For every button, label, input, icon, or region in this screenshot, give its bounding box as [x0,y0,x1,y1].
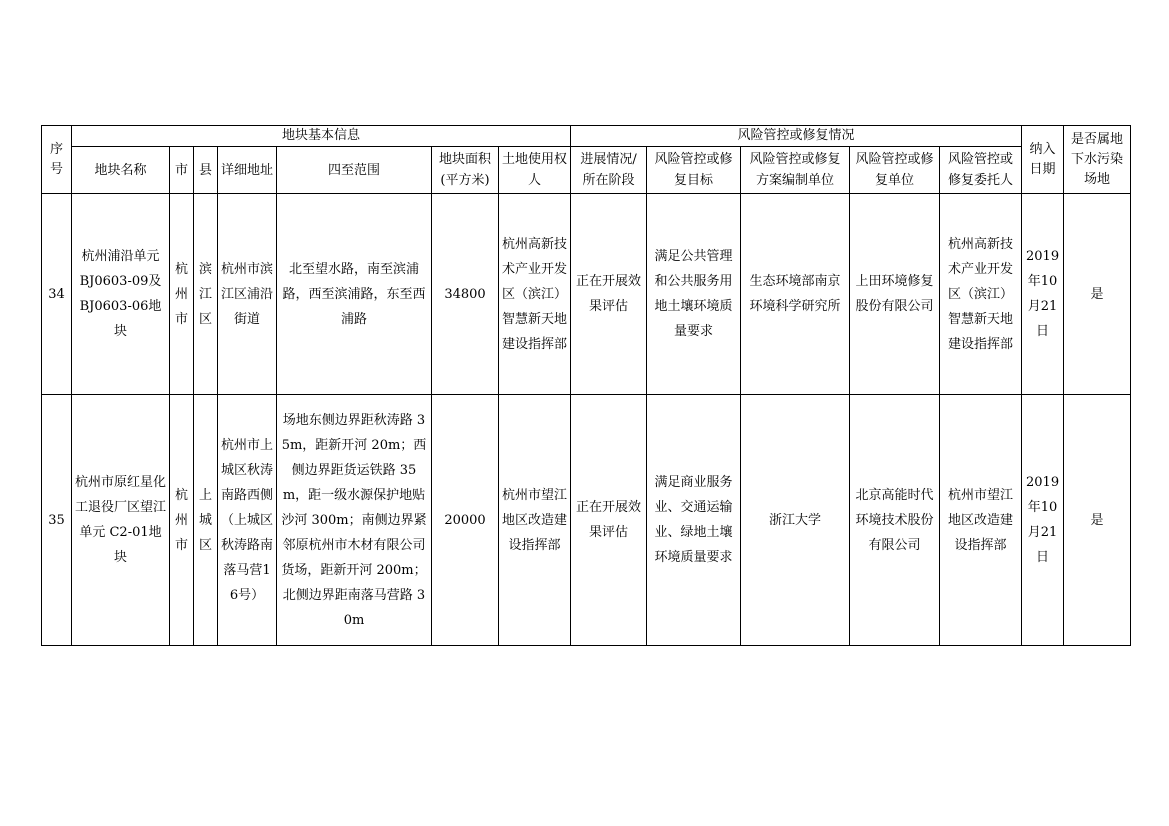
header-owner: 土地使用权人 [499,147,571,194]
cell-city: 杭州市 [170,194,194,395]
cell-seq: 35 [42,395,72,646]
cell-county: 上城区 [194,395,218,646]
cell-seq: 34 [42,194,72,395]
cell-client: 杭州高新技术产业开发区（滨江）智慧新天地建设指挥部 [940,194,1022,395]
header-row-groups [42,126,1131,147]
cell-target: 满足公共管理和公共服务用地土壤环境质量要求 [647,194,741,395]
cell-city: 杭州市 [170,395,194,646]
header-progress: 进展情况/所在阶段 [571,147,647,194]
header-boundary: 四至范围 [277,147,432,194]
cell-plan-unit: 生态环境部南京环境科学研究所 [741,194,850,395]
header-city: 市 [170,147,194,194]
cell-target: 满足商业服务业、交通运输业、绿地土壤环境质量要求 [647,395,741,646]
table-row [42,395,1131,646]
cell-name: 杭州市原红星化工退役厂区望江单元 C2-01地块 [72,395,170,646]
cell-repair-unit: 上田环境修复股份有限公司 [850,194,940,395]
header-client: 风险管控或修复委托人 [940,147,1022,194]
header-repair-unit: 风险管控或修复单位 [850,147,940,194]
table-row [42,194,1131,395]
cell-client: 杭州市望江地区改造建设指挥部 [940,395,1022,646]
header-target: 风险管控或修复目标 [647,147,741,194]
cell-area: 20000 [432,395,499,646]
cell-repair-unit: 北京高能时代环境技术股份有限公司 [850,395,940,646]
cell-address: 杭州市滨江区浦沿街道 [218,194,277,395]
cell-date: 2019年10月21日 [1022,194,1064,395]
cell-name: 杭州浦沿单元 BJ0603-09及 BJ0603-06地块 [72,194,170,395]
cell-owner: 杭州市望江地区改造建设指挥部 [499,395,571,646]
cell-groundwater: 是 [1064,194,1131,395]
header-area: 地块面积(平方米) [432,147,499,194]
cell-plan-unit: 浙江大学 [741,395,850,646]
cell-groundwater: 是 [1064,395,1131,646]
cell-owner: 杭州高新技术产业开发区（滨江）智慧新天地建设指挥部 [499,194,571,395]
header-plan-unit: 风险管控或修复方案编制单位 [741,147,850,194]
header-date: 纳入日期 [1022,126,1064,194]
cell-county: 滨江区 [194,194,218,395]
header-seq: 序号 [42,126,72,194]
header-name: 地块名称 [72,147,170,194]
header-address: 详细地址 [218,147,277,194]
header-group-basic: 地块基本信息 [72,126,571,147]
cell-boundary: 场地东侧边界距秋涛路 35m，距新开河 20m；西侧边界距货运铁路 35m，距一级水源保护地贴沙河 300m；南侧边界紧邻原杭州市木材有限公司货场，距新开河 200m；北侧边界距南落马营路 30m [277,395,432,646]
cell-address: 杭州市上城区秋涛南路西侧（上城区秋涛路南落马营16号） [218,395,277,646]
header-groundwater: 是否属地下水污染场地 [1064,126,1131,194]
cell-boundary: 北至望水路，南至滨浦路，西至滨浦路，东至西浦路 [277,194,432,395]
header-county: 县 [194,147,218,194]
header-group-risk: 风险管控或修复情况 [571,126,1022,147]
cell-progress: 正在开展效果评估 [571,395,647,646]
cell-progress: 正在开展效果评估 [571,194,647,395]
contaminated-site-table [41,125,1131,646]
header-row-columns [42,147,1131,194]
cell-area: 34800 [432,194,499,395]
cell-date: 2019年10月21日 [1022,395,1064,646]
